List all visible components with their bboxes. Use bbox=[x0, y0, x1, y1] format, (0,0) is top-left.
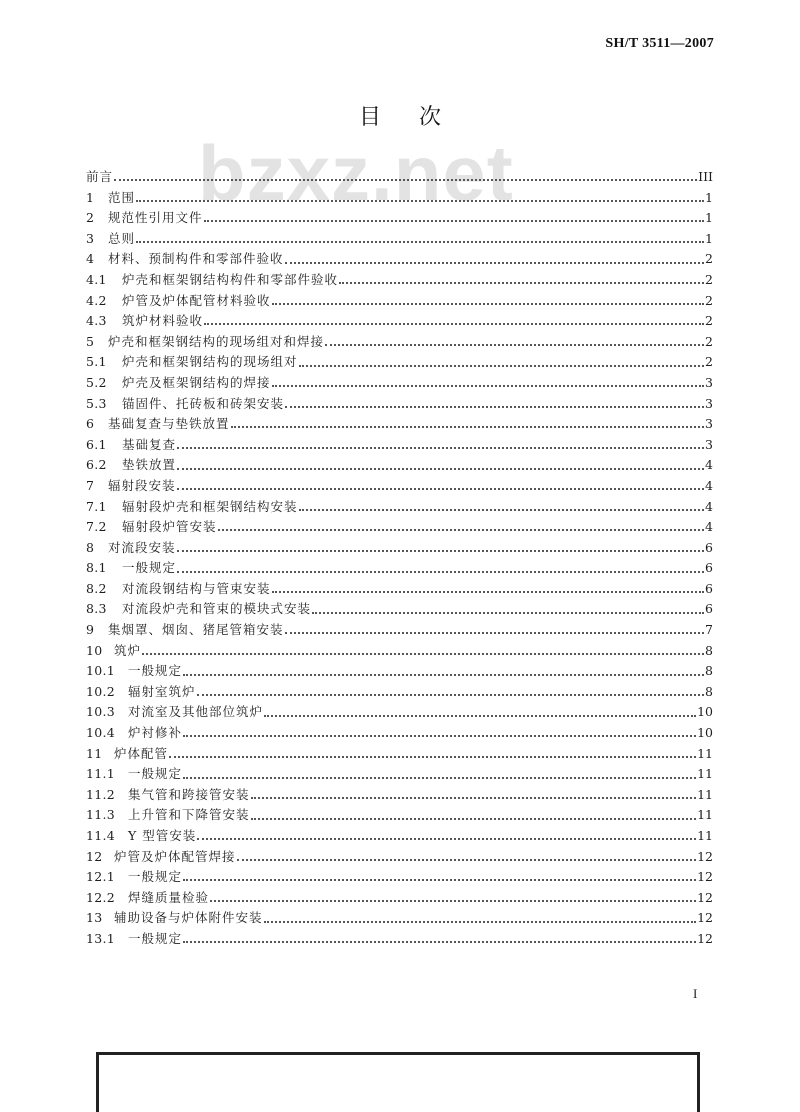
toc-entry-number: 6 bbox=[86, 416, 95, 432]
toc-entry-title: 炉管及炉体配管材料验收 bbox=[122, 292, 271, 308]
toc-entry[interactable] bbox=[86, 455, 713, 476]
dot-leader bbox=[204, 323, 704, 325]
toc-entry-title: 一般规定 bbox=[128, 869, 183, 885]
toc-entry[interactable] bbox=[86, 744, 713, 765]
dot-leader bbox=[197, 694, 704, 696]
toc-entry-number: 9 bbox=[86, 622, 95, 638]
toc-entry[interactable] bbox=[86, 373, 713, 394]
toc-entry[interactable] bbox=[86, 764, 713, 785]
toc-entry[interactable] bbox=[86, 929, 713, 950]
toc-entry[interactable] bbox=[86, 908, 713, 929]
toc-entry-page: 1 bbox=[705, 189, 713, 205]
toc-entry-title: Y 型管安装 bbox=[128, 828, 197, 843]
toc-entry-title: 基础复查 bbox=[122, 436, 177, 452]
toc-entry-title: 规范性引用文件 bbox=[108, 210, 203, 226]
toc-entry-number: 6.2 bbox=[86, 457, 107, 473]
toc-entry-number: 6.1 bbox=[86, 436, 107, 452]
toc-entry[interactable] bbox=[86, 311, 713, 332]
toc-entry-number: 7 bbox=[86, 477, 95, 493]
toc-entry[interactable] bbox=[86, 805, 713, 826]
toc-entry-title: 对流段炉壳和管束的模块式安装 bbox=[122, 601, 312, 617]
toc-entry-number: 3 bbox=[86, 230, 95, 246]
dot-leader bbox=[231, 426, 704, 428]
dot-leader bbox=[136, 200, 704, 202]
toc-entry-number: 13 bbox=[86, 910, 103, 926]
toc-entry-title: 辅助设备与炉体附件安装 bbox=[114, 910, 263, 926]
toc-entry-number: 4.2 bbox=[86, 292, 107, 308]
toc-entry-title: 炉壳和框架钢结构构件和零部件验收 bbox=[122, 271, 339, 287]
toc-entry-page: 8 bbox=[705, 663, 713, 679]
dot-leader bbox=[264, 715, 696, 717]
toc-entry-title: 炉衬修补 bbox=[128, 725, 183, 741]
toc-entry-title: 垫铁放置 bbox=[122, 457, 177, 473]
dot-leader bbox=[285, 406, 704, 408]
toc-entry[interactable] bbox=[86, 723, 713, 744]
toc-entry-page: 3 bbox=[705, 395, 713, 411]
toc-entry-title: 上升管和下降管安装 bbox=[128, 807, 250, 823]
toc-entry-title: 筑炉 bbox=[114, 642, 142, 658]
dot-leader bbox=[325, 344, 704, 346]
toc-entry-title: 范围 bbox=[108, 189, 136, 205]
toc-entry[interactable] bbox=[86, 579, 713, 600]
toc-entry[interactable] bbox=[86, 167, 713, 188]
dot-leader bbox=[299, 509, 704, 511]
dot-leader bbox=[272, 591, 704, 593]
toc-entry-title: 一般规定 bbox=[128, 930, 183, 946]
toc-entry-title: 辐射段炉管安装 bbox=[122, 519, 217, 535]
dot-leader bbox=[210, 900, 696, 902]
toc-entry-number: 10.1 bbox=[86, 663, 116, 679]
toc-entry-title: 一般规定 bbox=[128, 766, 183, 782]
toc-entry-title: 对流段钢结构与管束安装 bbox=[122, 580, 271, 596]
toc-entry-title: 对流段安装 bbox=[108, 539, 176, 555]
toc-entry-page: 2 bbox=[705, 313, 713, 329]
toc-entry-title: 总则 bbox=[108, 230, 136, 246]
dot-leader bbox=[204, 220, 704, 222]
dot-leader bbox=[237, 859, 697, 861]
toc-entry-page: 1 bbox=[705, 210, 713, 226]
toc-entry-number: 2 bbox=[86, 210, 95, 226]
toc-entry[interactable] bbox=[86, 785, 713, 806]
toc-entry[interactable] bbox=[86, 497, 713, 518]
toc-entry-title: 辐射室筑炉 bbox=[128, 683, 196, 699]
toc-entry[interactable] bbox=[86, 435, 713, 456]
toc-entry-page: 6 bbox=[705, 601, 713, 617]
toc-entry[interactable] bbox=[86, 352, 713, 373]
toc-entry-title: 材料、预制构件和零部件验收 bbox=[108, 251, 284, 267]
toc-entry[interactable] bbox=[86, 249, 713, 270]
toc-entry[interactable] bbox=[86, 332, 713, 353]
toc-entry[interactable] bbox=[86, 476, 713, 497]
toc-entry-number: 12.2 bbox=[86, 889, 116, 905]
dot-leader bbox=[183, 777, 696, 779]
toc-entry[interactable] bbox=[86, 826, 713, 847]
dot-leader bbox=[272, 385, 704, 387]
dot-leader bbox=[197, 838, 696, 840]
toc-entry-title: 炉壳及框架钢结构的焊接 bbox=[122, 374, 271, 390]
dot-leader bbox=[142, 653, 704, 655]
toc-entry-number: 7.1 bbox=[86, 498, 107, 514]
toc-entry-title: 基础复查与垫铁放置 bbox=[108, 416, 230, 432]
dot-leader bbox=[177, 571, 704, 573]
toc-entry-title: 筑炉材料验收 bbox=[122, 313, 204, 329]
toc-entry[interactable] bbox=[86, 517, 713, 538]
toc-entry-number: 5.3 bbox=[86, 395, 107, 411]
toc-entry-number: 5 bbox=[86, 333, 95, 349]
toc-entry-page: 11 bbox=[697, 786, 713, 802]
toc-entry-number: 11 bbox=[86, 745, 103, 761]
dot-leader bbox=[285, 262, 704, 264]
dot-leader bbox=[251, 818, 697, 820]
toc-entry[interactable] bbox=[86, 558, 713, 579]
toc-entry-number: 4.1 bbox=[86, 271, 107, 287]
dot-leader bbox=[183, 674, 704, 676]
toc-entry-title: 集气管和跨接管安装 bbox=[128, 786, 250, 802]
toc-entry-page: 11 bbox=[697, 745, 713, 761]
toc-entry-page: 7 bbox=[705, 622, 713, 638]
toc-entry-number: 10.3 bbox=[86, 704, 116, 720]
toc-entry-number: 10 bbox=[86, 642, 103, 658]
toc-entry-page: 4 bbox=[705, 457, 713, 473]
toc-entry[interactable] bbox=[86, 208, 713, 229]
toc-entry-page: 4 bbox=[705, 519, 713, 535]
table-of-contents bbox=[86, 167, 713, 950]
toc-entry-page: 8 bbox=[705, 683, 713, 699]
toc-entry[interactable] bbox=[86, 599, 713, 620]
toc-entry-number: 12.1 bbox=[86, 869, 116, 885]
toc-entry-page: 3 bbox=[705, 416, 713, 432]
toc-entry-page: 2 bbox=[705, 354, 713, 370]
toc-entry[interactable] bbox=[86, 394, 713, 415]
toc-entry-page: 12 bbox=[697, 930, 713, 946]
toc-entry[interactable] bbox=[86, 188, 713, 209]
toc-entry-page: 11 bbox=[697, 766, 713, 782]
page-title: 目次 bbox=[358, 105, 479, 130]
toc-entry-number: 11.3 bbox=[86, 807, 116, 823]
toc-entry-title: 炉管及炉体配管焊接 bbox=[114, 848, 236, 864]
toc-entry[interactable] bbox=[86, 888, 713, 909]
toc-entry-page: 2 bbox=[705, 292, 713, 308]
toc-entry-number: 11.1 bbox=[86, 766, 116, 782]
toc-entry[interactable] bbox=[86, 414, 713, 435]
dot-leader bbox=[177, 447, 704, 449]
dot-leader bbox=[183, 941, 696, 943]
toc-entry-page: 8 bbox=[705, 642, 713, 658]
toc-entry-number: 11.2 bbox=[86, 786, 116, 802]
toc-entry-page: 10 bbox=[697, 704, 713, 720]
toc-entry-page: 6 bbox=[705, 560, 713, 576]
toc-entry-page: 12 bbox=[697, 889, 713, 905]
toc-entry[interactable] bbox=[86, 291, 713, 312]
dot-leader bbox=[177, 550, 704, 552]
toc-entry-number: 7.2 bbox=[86, 519, 107, 535]
toc-entry[interactable] bbox=[86, 270, 713, 291]
toc-entry[interactable] bbox=[86, 229, 713, 250]
toc-entry-page: III bbox=[698, 169, 713, 184]
dot-leader bbox=[114, 179, 697, 181]
dot-leader bbox=[299, 365, 704, 367]
dot-leader bbox=[136, 241, 704, 243]
toc-entry[interactable] bbox=[86, 682, 713, 703]
next-page-frame bbox=[96, 1052, 700, 1112]
toc-entry-page: 2 bbox=[705, 251, 713, 267]
toc-entry-page: 11 bbox=[697, 807, 713, 823]
dot-leader bbox=[264, 921, 697, 923]
toc-entry-page: 6 bbox=[705, 539, 713, 555]
toc-entry-page: 4 bbox=[705, 498, 713, 514]
toc-entry-page: 6 bbox=[705, 580, 713, 596]
standard-code: SH/T 3511—2007 bbox=[605, 36, 714, 51]
toc-entry-page: 12 bbox=[697, 848, 713, 864]
toc-entry-number: 5.2 bbox=[86, 374, 107, 390]
dot-leader bbox=[312, 612, 704, 614]
toc-entry-title: 集烟罩、烟囱、猪尾管箱安装 bbox=[108, 622, 284, 638]
toc-entry-page: 3 bbox=[705, 436, 713, 452]
dot-leader bbox=[285, 632, 704, 634]
toc-entry-number: 13.1 bbox=[86, 930, 116, 946]
toc-entry-page: 10 bbox=[697, 725, 713, 741]
toc-entry-page: 11 bbox=[697, 828, 713, 843]
toc-entry-title: 一般规定 bbox=[128, 663, 183, 679]
dot-leader bbox=[183, 735, 696, 737]
toc-entry[interactable] bbox=[86, 867, 713, 888]
toc-entry-title: 炉体配管 bbox=[114, 745, 169, 761]
toc-entry-number: 11.4 bbox=[86, 828, 116, 843]
dot-leader bbox=[339, 282, 704, 284]
toc-entry-page: 3 bbox=[705, 374, 713, 390]
toc-entry[interactable] bbox=[86, 641, 713, 662]
dot-leader bbox=[177, 488, 704, 490]
toc-entry[interactable] bbox=[86, 661, 713, 682]
toc-entry[interactable] bbox=[86, 538, 713, 559]
toc-entry-number: 10.2 bbox=[86, 683, 116, 699]
toc-entry-title: 炉壳和框架钢结构的现场组对和焊接 bbox=[108, 333, 325, 349]
toc-entry-number: 8.1 bbox=[86, 560, 107, 576]
toc-entry-title: 锚固件、托砖板和砖架安装 bbox=[122, 395, 285, 411]
toc-entry-page: 4 bbox=[705, 477, 713, 493]
toc-entry-number: 4 bbox=[86, 251, 95, 267]
dot-leader bbox=[251, 797, 697, 799]
toc-entry-number: 8.2 bbox=[86, 580, 107, 596]
toc-entry-title: 辐射段安装 bbox=[108, 477, 176, 493]
toc-entry-number: 4.3 bbox=[86, 313, 107, 329]
toc-entry-title: 炉壳和框架钢结构的现场组对 bbox=[122, 354, 298, 370]
toc-entry-number: 1 bbox=[86, 189, 95, 205]
toc-entry-page: 12 bbox=[697, 910, 713, 926]
toc-entry-number: 8.3 bbox=[86, 601, 107, 617]
dot-leader bbox=[169, 756, 696, 758]
toc-entry-number: 10.4 bbox=[86, 725, 116, 741]
toc-entry-number: 5.1 bbox=[86, 354, 107, 370]
watermark: bzxz.net bbox=[198, 129, 514, 217]
toc-entry-page: 12 bbox=[697, 869, 713, 885]
toc-entry[interactable] bbox=[86, 847, 713, 868]
toc-entry-title: 焊缝质量检验 bbox=[128, 889, 210, 905]
toc-entry-number: 8 bbox=[86, 539, 95, 555]
dot-leader bbox=[177, 468, 704, 470]
toc-entry[interactable] bbox=[86, 702, 713, 723]
dot-leader bbox=[183, 879, 696, 881]
toc-entry-number: 12 bbox=[86, 848, 103, 864]
toc-entry-title: 辐射段炉壳和框架钢结构安装 bbox=[122, 498, 298, 514]
toc-entry-page: 1 bbox=[705, 230, 713, 246]
toc-entry-title: 一般规定 bbox=[122, 560, 177, 576]
toc-entry-page: 2 bbox=[705, 333, 713, 349]
page-number: I bbox=[693, 986, 698, 1001]
toc-entry[interactable] bbox=[86, 620, 713, 641]
toc-entry-title: 对流室及其他部位筑炉 bbox=[128, 704, 264, 720]
toc-entry-page: 2 bbox=[705, 271, 713, 287]
dot-leader bbox=[272, 303, 704, 305]
toc-entry-title: 前言 bbox=[86, 169, 114, 184]
dot-leader bbox=[218, 529, 704, 531]
